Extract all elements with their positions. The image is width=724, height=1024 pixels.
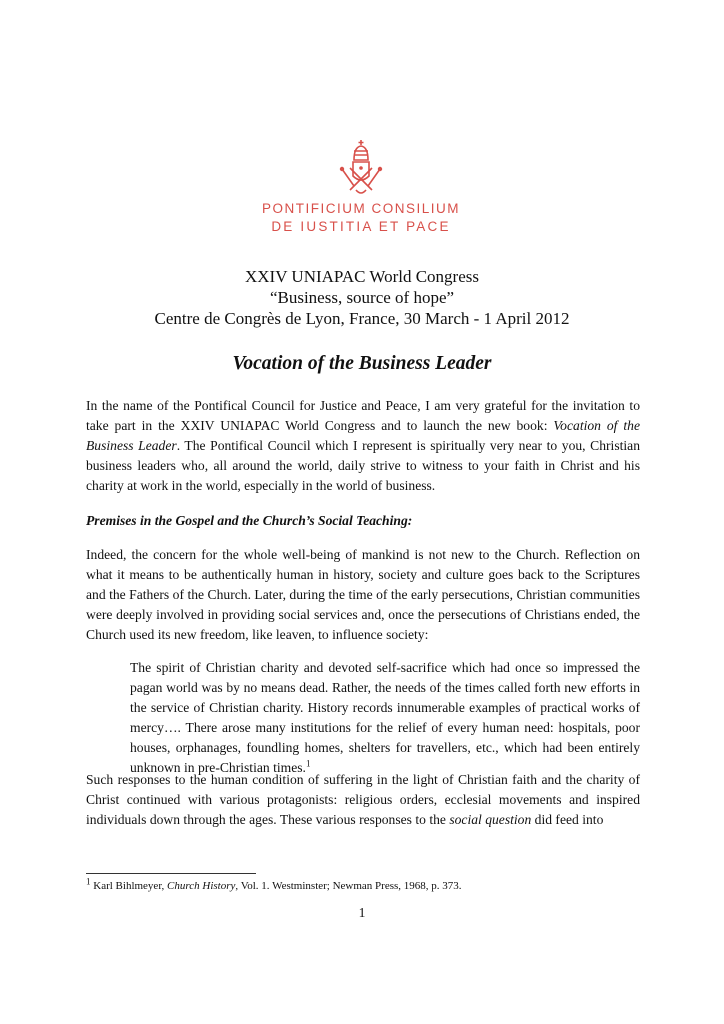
block-quote — [130, 658, 640, 778]
book-title-italic: Vocation of the Business Leader — [86, 418, 640, 453]
footnote-marker: 1 — [86, 876, 91, 887]
footnote-details: , Vol. 1. Westminster; Newman Press, 1968, p. 373. — [235, 880, 462, 892]
quote-text: The spirit of Christian charity and devoted self-sacrifice which had once so impressed the pagan world was by no means dead. Rather, the needs of the times called forth new efforts in the service of Christian charity. History records innumerable examples of practical works of mercy…. There arose many institutions for the relief of every human need: hospitals, poor houses, orphanages, foundling homes, shelters for travellers, etc., which had been entirely unknown in pre-Christian times. — [130, 660, 640, 775]
para3-text-a: Such responses to the human condition of suffering in the light of Christian faith and the charity of Christ continued with various protagonists: religious orders, ecclesial movements and inspired individuals down through the ages. These various responses to the — [86, 772, 640, 827]
body-paragraph-3 — [86, 770, 640, 830]
congress-name: XXIV UNIAPAC World Congress — [245, 267, 479, 286]
congress-header — [0, 266, 724, 329]
intro-text-a: In the name of the Pontifical Council for Justice and Peace, I am very grateful for the invitation to take part in the XXIV UNIAPAC World Congress and to launch the new book: — [86, 398, 640, 433]
footnote-divider — [86, 873, 256, 874]
para3-text-c: did feed into — [531, 812, 604, 827]
intro-paragraph — [86, 396, 640, 496]
body-paragraph-2: Indeed, the concern for the whole well-being of mankind is not new to the Church. Reflection on what it means to be authentically human in history, society and culture goes back to the Scriptures and the Fathers of the Church. Later, during the time of the early persecutions, Christian communities were deeply involved in providing social services and, once the persecutions of Christians ended, the Church used its new freedom, like leaven, to influence society: — [86, 547, 640, 642]
congress-venue: Centre de Congrès de Lyon, France, 30 March - 1 April 2012 — [154, 309, 570, 328]
page-number: 1 — [358, 905, 366, 920]
footnote — [86, 876, 462, 892]
council-logo — [256, 128, 466, 246]
papal-coat-of-arms-icon — [334, 138, 388, 198]
logo-text-line1: PONTIFICIUM CONSILIUM — [261, 201, 460, 216]
congress-motto: “Business, source of hope” — [269, 288, 455, 307]
intro-text-c: . The Pontifical Council which I represent is spiritually very near to you, Christian business leaders who, all around the world, daily strive to witness to your faith in Christ and his charity at work in the world, especially in the world of business. — [86, 438, 640, 493]
section-heading: Premises in the Gospel and the Church’s Social Teaching: — [86, 513, 413, 528]
social-question-italic: social question — [449, 812, 532, 827]
footnote-work: Church History — [167, 880, 236, 892]
logo-text-line2: DE IUSTITIA ET PACE — [271, 219, 451, 234]
footnote-author: Karl Bihlmeyer, — [90, 880, 168, 892]
document-title: Vocation of the Business Leader — [232, 353, 492, 374]
footnote-reference[interactable]: 1 — [305, 758, 311, 769]
